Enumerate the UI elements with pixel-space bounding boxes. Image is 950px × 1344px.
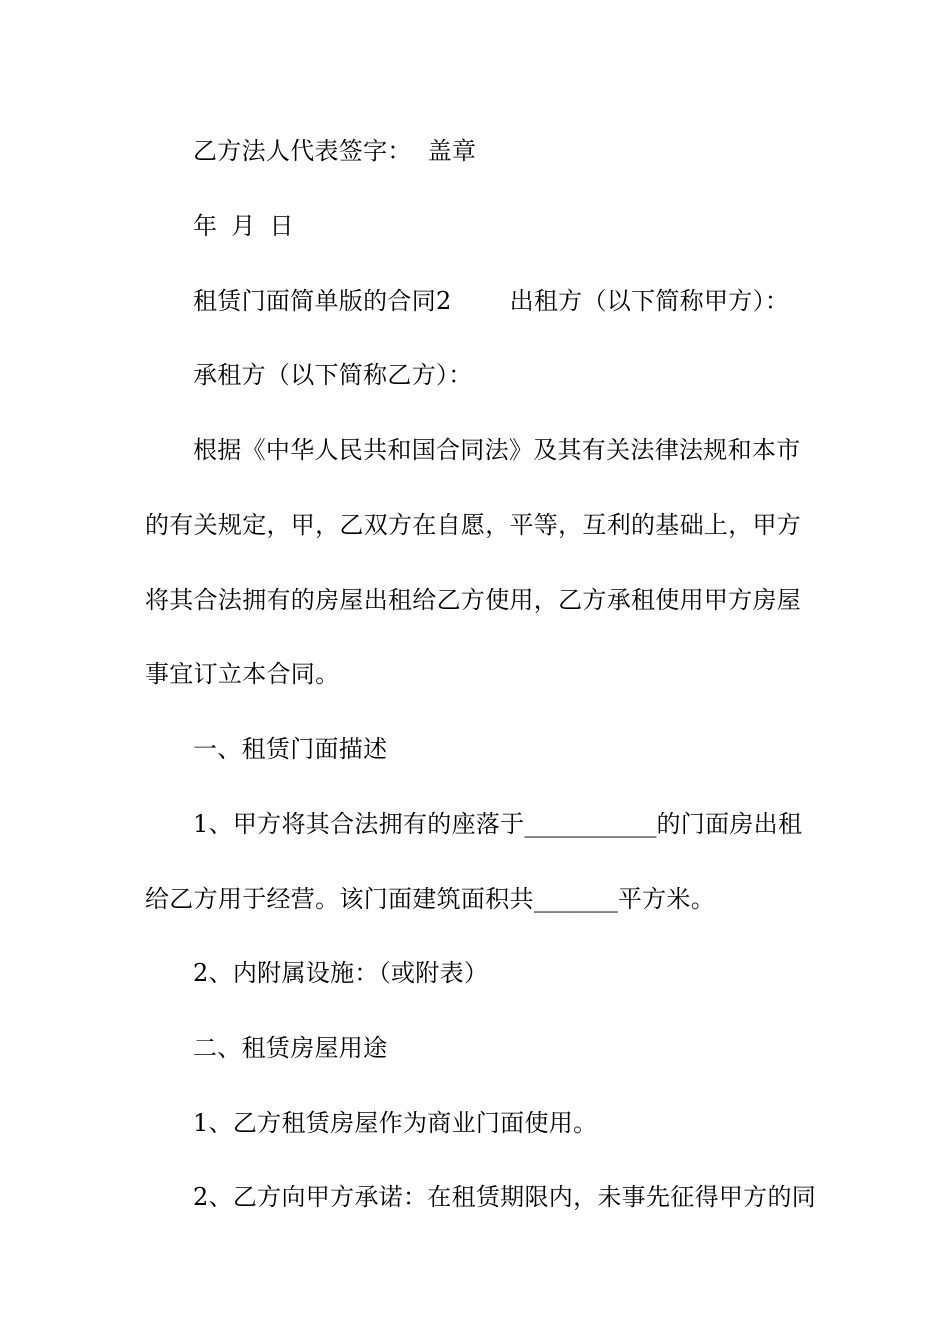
section1-item1-text-a: 1、甲方将其合法拥有的座落于: [193, 810, 525, 838]
section1-item1-text-d: 平方米。: [617, 885, 716, 913]
lessee-label: 承租方（以下简称乙方）：: [193, 361, 473, 389]
section1-item1-text-c: 给乙方用于经营。该门面建筑面积共: [145, 885, 534, 913]
location-blank: ___________: [524, 810, 657, 838]
area-blank: _______: [533, 885, 618, 913]
preamble-line-4: 事宜订立本合同。: [145, 660, 340, 688]
signature-label: 乙方法人代表签字：: [193, 137, 412, 165]
date-line: [193, 211, 815, 241]
section1-heading: 一、租赁门面描述: [193, 735, 388, 763]
preamble-line-2: 的有关规定，甲，乙双方在自愿，平等，互利的基础上，甲方: [145, 511, 802, 539]
seal-label: 盖章: [427, 137, 477, 165]
preamble-line-1: 根据《中华人民共和国合同法》及其有关法律法规和本市: [193, 436, 801, 464]
contract-title-line: [193, 286, 815, 316]
section2-item1: 1、乙方租赁房屋作为商业门面使用。: [193, 1109, 598, 1137]
lessor-label: 出租方（以下简称甲方）：: [509, 287, 790, 315]
section1-item2: 2、内附属设施：（或附表）: [193, 959, 489, 987]
section2-heading: 二、租赁房屋用途: [193, 1034, 388, 1062]
section1-item1-text-b: 的门面房出租: [656, 810, 803, 838]
section1-item1-line1: [193, 809, 815, 839]
date-day: 日: [269, 212, 294, 240]
section1-item1-line2: [145, 884, 815, 914]
date-month: 月: [231, 212, 256, 240]
date-year: 年: [193, 212, 218, 240]
lessee-line: [193, 360, 815, 390]
contract-title: 租赁门面简单版的合同2: [193, 287, 452, 315]
section2-item2: 2、乙方向甲方承诺：在租赁期限内，未事先征得甲方的同: [193, 1183, 817, 1211]
signature-line: [193, 136, 815, 166]
preamble-line-3: 将其合法拥有的房屋出租给乙方使用，乙方承租使用甲方房屋: [145, 586, 802, 614]
